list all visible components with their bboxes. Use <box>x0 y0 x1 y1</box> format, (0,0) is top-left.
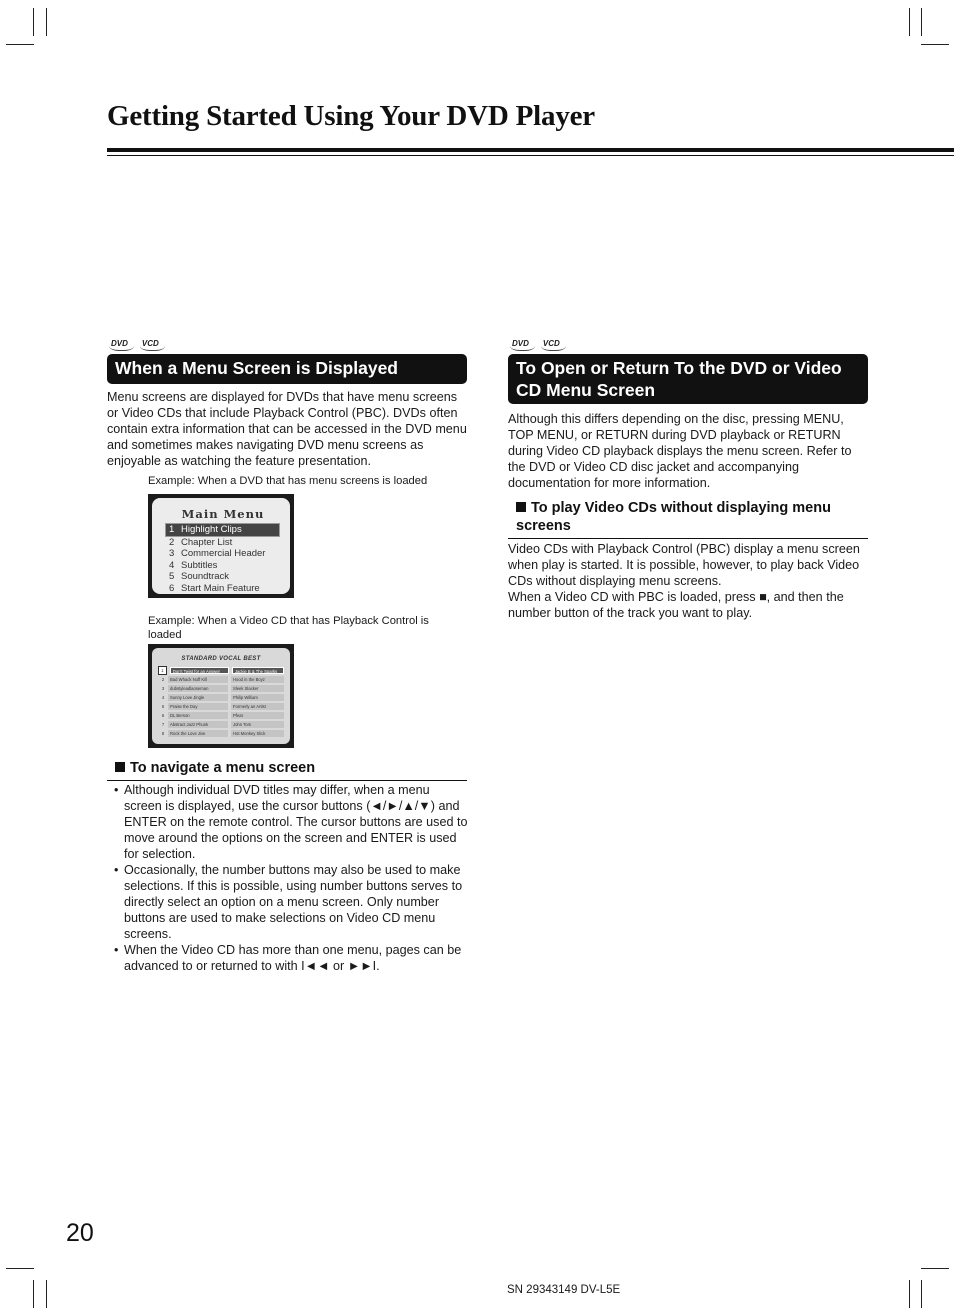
vcd-menu-row: 5 Praise the Day Formerly an Artist <box>158 702 284 711</box>
subheading-rule <box>107 780 467 781</box>
vcd-example-caption: Example: When a Video CD that has Playback Control is loaded <box>148 615 429 641</box>
square-bullet-icon <box>516 502 526 512</box>
dvd-menu-item: 3 Commercial Header <box>169 548 266 559</box>
navigate-bullet-list <box>108 782 470 974</box>
page-title: Getting Started Using Your DVD Player <box>107 100 595 132</box>
pbc-text: Video CDs with Playback Control (PBC) display a menu screen when play is started. It is possible, however, to play back Video CDs without displaying menu screens. When a Video CD with PBC is loaded, press ■, and then the number button of the track you want to play. <box>508 542 860 620</box>
open-menu-intro: Although this differs depending on the disc, pressing MENU, TOP MENU, or RETURN during DVD playback or RETURN during Video CD playback displays the menu screen. Refer to the DVD or Video CD disc jacket and accompanying documentation for more information. <box>508 412 852 490</box>
list-item: • Occasionally, the number buttons may also be used to make selections. If this is possible, using number buttons serves to directly select an option on a menu screen. Only number buttons are used to make selections on Video CD menu screens. <box>114 863 463 941</box>
page-number: 20 <box>66 1219 94 1247</box>
dvd-menu-item: 2 Chapter List <box>169 536 233 548</box>
vcd-badge: VCD <box>541 339 566 351</box>
navigate-menu-subheading: To navigate a menu screen <box>115 759 315 777</box>
section-heading-menu-screen: When a Menu Screen is Displayed <box>107 354 467 384</box>
dvd-badge: DVD <box>109 339 134 351</box>
disc-type-badges <box>109 339 165 351</box>
dvd-example-caption: Example: When a DVD that has menu screens is loaded <box>148 475 428 487</box>
vcd-badge: VCD <box>140 339 165 351</box>
list-item: • Although individual DVD titles may differ, when a menu screen is displayed, use the cursor buttons (◄/►/▲/▼) and ENTER on the remote control. The cursor buttons are used to move around the options on the screen and ENTER is used for selection. <box>114 783 468 861</box>
vcd-menu-row: 1 Don't Twist for an Answer Jackie B & The Sparks <box>158 666 284 675</box>
vcd-menu-row: 6 DL Berson Pfeat <box>158 711 284 720</box>
footer-code: SN 29343149 DV-L5E <box>507 1284 621 1296</box>
subheading-rule <box>508 538 868 539</box>
vcd-menu-title: STANDARD VOCAL BEST <box>181 656 261 662</box>
disc-type-badges-right <box>510 339 566 351</box>
dvd-menu-item: 1 Highlight Clips <box>165 523 280 537</box>
dvd-menu-item: 6 Start Main Feature <box>169 582 260 594</box>
vcd-menu-row: 3 dubstyleadlaoseman Sleek Slacker <box>158 684 284 693</box>
vcd-menu-row: 4 Sunny Love Jingle Philip William <box>158 693 284 702</box>
section-heading-open-menu: To Open or Return To the DVD or Video CD Menu Screen <box>508 354 868 404</box>
dvd-menu-item: 5 Soundtrack <box>169 571 230 582</box>
dvd-badge: DVD <box>510 339 535 351</box>
vcd-menu-row: 7 Abstract Jazz Phunk John Tom <box>158 720 284 729</box>
dvd-main-menu-example <box>148 494 294 598</box>
vcd-menu-example <box>148 644 294 748</box>
title-rule-thick <box>107 148 954 152</box>
dvd-menu-title: Main Menu <box>181 507 265 521</box>
vcd-menu-row: 8 Rock the Love Jive Hot Monkey Slick <box>158 729 284 738</box>
title-rule-thin <box>107 155 954 156</box>
list-item: • When the Video CD has more than one menu, pages can be advanced to or returned to with I◄◄ or ►►I. <box>114 943 462 973</box>
square-bullet-icon <box>115 762 125 772</box>
dvd-menu-item: 4 Subtitles <box>169 559 218 571</box>
vcd-menu-row: 2 Bad Whack Nuff Kill Hood in the Boyz <box>158 675 284 684</box>
pbc-subheading: To play Video CDs without displaying menu screens <box>516 500 831 534</box>
menu-screen-intro: Menu screens are displayed for DVDs that have menu screens or Video CDs that include Playback Control (PBC). DVDs often contain extra information that can be accessed in the DVD menu and sometimes makes navigating DVD menu screens as enjoyable as watching the feature presentation. <box>107 390 467 468</box>
